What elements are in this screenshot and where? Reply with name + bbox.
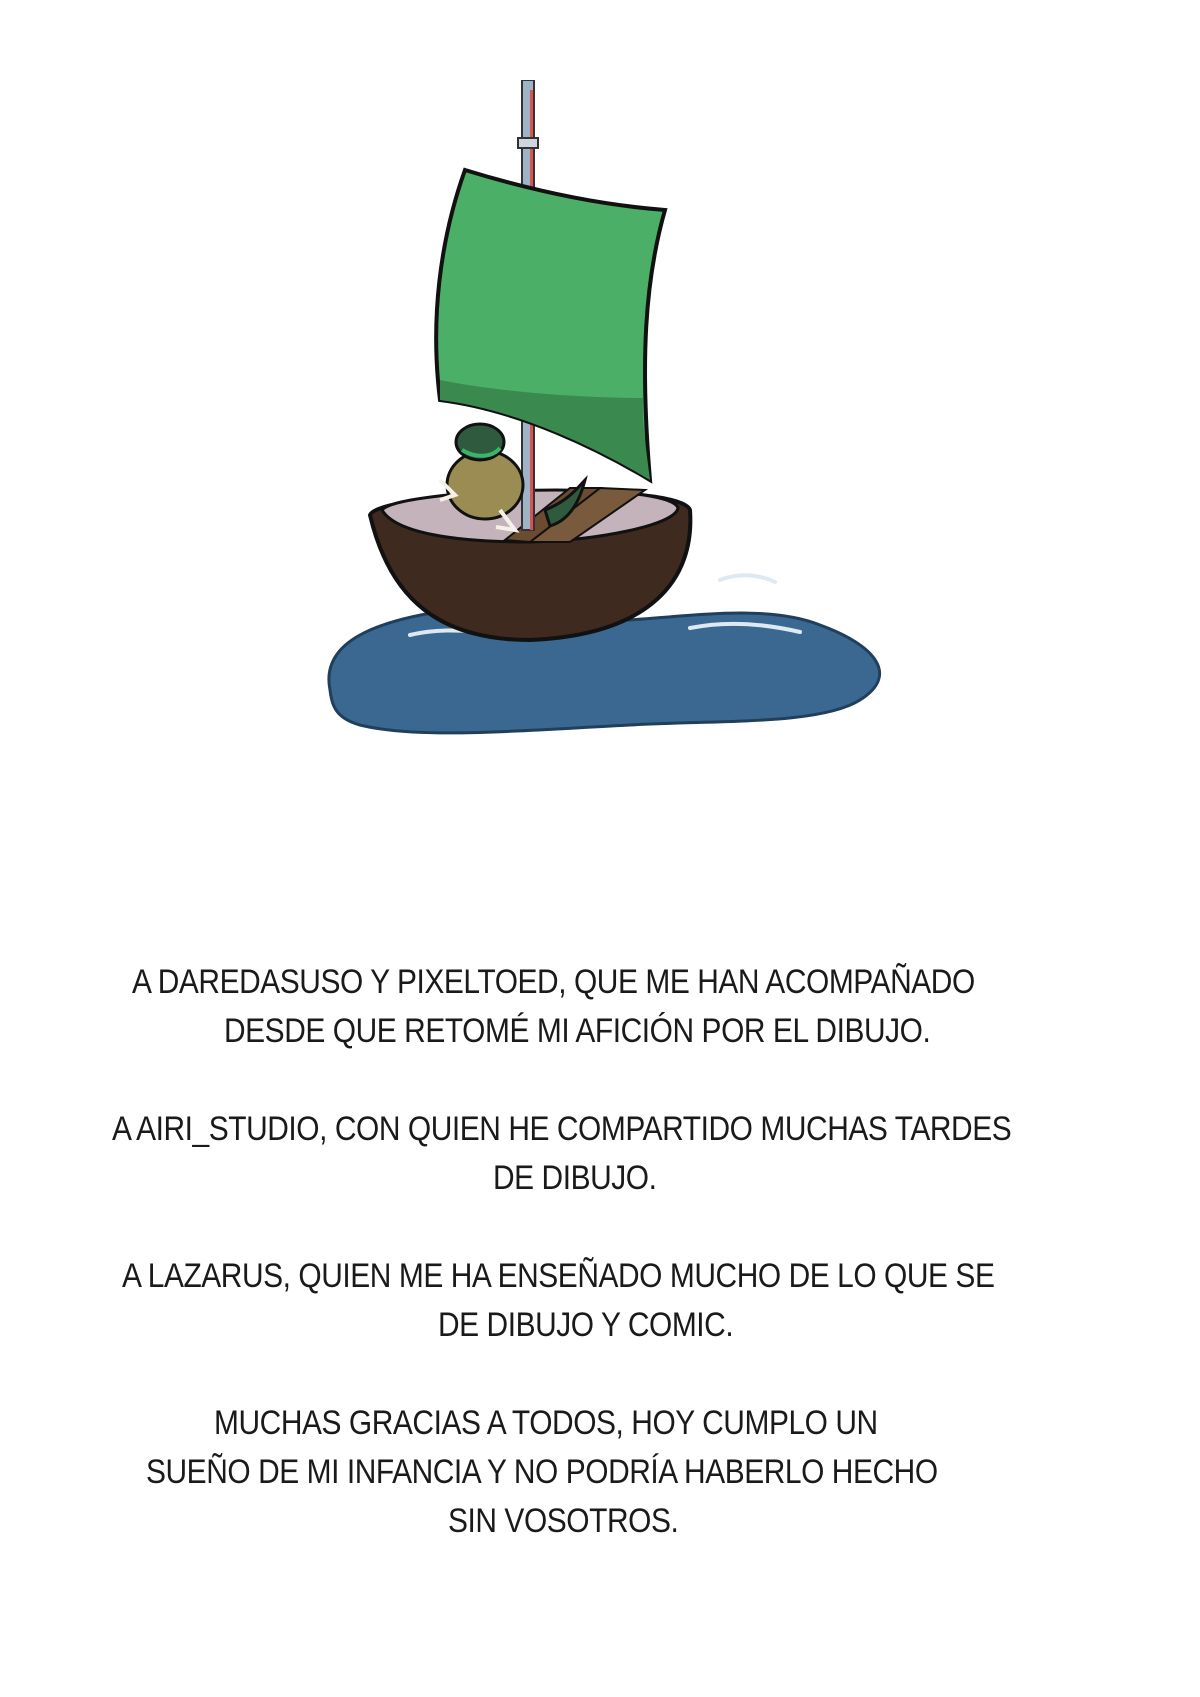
dedication-paragraph-1-line-1: A DAREDASUSO Y PIXELTOED, QUE ME HAN ACOMPAÑADO <box>132 963 975 1001</box>
dedication-paragraph-3-line-1: A LAZARUS, QUIEN ME HA ENSEÑADO MUCHO DE LO QUE SE <box>122 1257 995 1295</box>
wave-highlight <box>720 575 775 582</box>
dedication-paragraph-4-line-1: MUCHAS GRACIAS A TODOS, HOY CUMPLO UN <box>214 1404 878 1442</box>
mast-ring <box>518 138 538 148</box>
dedication-paragraph-3-line-2: DE DIBUJO Y COMIC. <box>438 1306 734 1344</box>
dedication-paragraph-2-line-1: A AIRI_STUDIO, CON QUIEN HE COMPARTIDO MUCHAS TARDES <box>112 1110 1012 1148</box>
dedication-paragraph-4-line-2: SUEÑO DE MI INFANCIA Y NO PODRÍA HABERLO HECHO <box>146 1453 938 1491</box>
sailboat-drawing <box>300 80 940 780</box>
dedication-paragraph-1-line-2: DESDE QUE RETOMÉ MI AFICIÓN POR EL DIBUJO. <box>224 1012 931 1050</box>
turtle-shell <box>447 451 523 519</box>
dedication-paragraph-2-line-2: DE DIBUJO. <box>493 1159 657 1197</box>
boat-illustration <box>300 80 940 780</box>
dedication-paragraph-4-line-3: SIN VOSOTROS. <box>448 1502 679 1540</box>
